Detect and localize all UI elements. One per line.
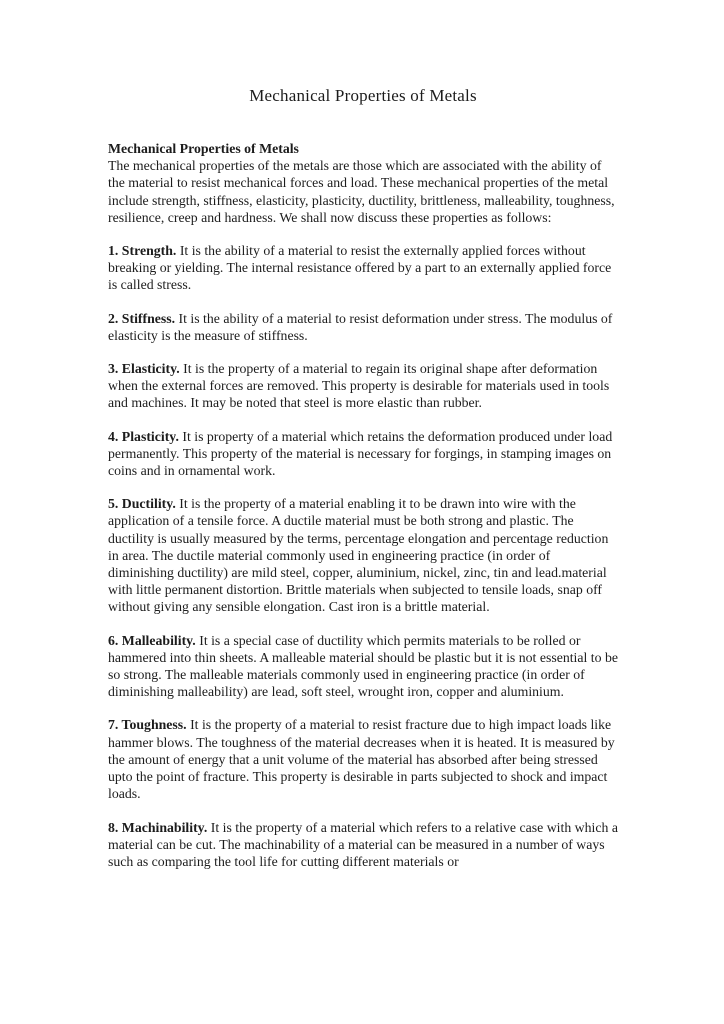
property-label: 2. Stiffness. bbox=[108, 310, 176, 326]
page-title: Mechanical Properties of Metals bbox=[249, 86, 477, 105]
property-label: 4. Plasticity. bbox=[108, 428, 179, 444]
property-text: It is property of a material which retains the deformation produced under load permanently. This property of the material is necessary for forgings, in stamping images on coins and in ornamental work. bbox=[108, 428, 613, 479]
property-label: 1. Strength. bbox=[108, 243, 177, 259]
property-text: It is the property of a material to resist fracture due to high impact loads like hammer blows. The toughness of the material decreases when it is heated. It is measured by the amount of energy that a unit volume of the material has absorbed after being stressed upto the point of fracture. This property is desirable in parts subjected to shock and impact loads. bbox=[108, 717, 615, 802]
intro-text: The mechanical properties of the metals are those which are associated with the ability of the material to resist mechanical forces and load. These mechanical properties of the metal include strength, stiffness, elasticity, plasticity, ductility, brittleness, malleability, toughness, resilience, creep and hardness. We shall now discuss these properties as follows: bbox=[108, 158, 615, 225]
property-paragraph bbox=[108, 716, 618, 802]
property-label: 5. Ductility. bbox=[108, 496, 176, 512]
property-text: It is a special case of ductility which permits materials to be rolled or hammered into thin sheets. A malleable material should be plastic but it is not essential to be so strong. The malleable materials commonly used in engineering practice (in order of diminishing malleability) are lead, soft steel, wrought iron, copper and aluminium. bbox=[108, 632, 618, 700]
property-paragraph bbox=[108, 632, 618, 701]
intro-heading: Mechanical Properties of Metals bbox=[108, 141, 299, 156]
property-paragraph bbox=[108, 819, 618, 871]
property-paragraph bbox=[108, 360, 618, 412]
property-paragraph bbox=[108, 242, 618, 294]
property-label: 7. Toughness. bbox=[108, 717, 187, 733]
property-text: It is the property of a material enabling it to be drawn into wire with the application of a tensile force. A ductile material must be both strong and plastic. The ductility is usually measured by the terms, percentage elongation and percentage reduction in area. The ductile material commonly used in engineering practice (in order of diminishing ductility) are mild steel, copper, aluminium, nickel, zinc, tin and lead.material with little permanent distortion. Brittle materials when subjected to tensile loads, snap off without giving any sensible elongation. Cast iron is a brittle material. bbox=[108, 496, 609, 615]
property-text: It is the ability of a material to resist deformation under stress. The modulus of elasticity is the measure of stiffness. bbox=[108, 310, 613, 343]
property-text: It is the property of a material to regain its original shape after deformation when the external forces are removed. This property is desirable for materials used in tools and machines. It may be noted that steel is more elastic than rubber. bbox=[108, 361, 610, 411]
property-paragraph bbox=[108, 495, 618, 615]
intro-paragraph bbox=[108, 140, 618, 226]
property-text: It is the ability of a material to resist the externally applied forces without breaking or yielding. The internal resistance offered by a part to an externally applied force is called stress. bbox=[108, 243, 612, 293]
property-text: It is the property of a material which refers to a relative case with which a material can be cut. The machinability of a material can be measured in a number of ways such as comparing the tool life for cutting different materials or bbox=[108, 819, 618, 869]
properties-list bbox=[108, 242, 618, 870]
property-label: 3. Elasticity. bbox=[108, 361, 180, 377]
property-label: 8. Machinability. bbox=[108, 819, 208, 835]
property-paragraph bbox=[108, 310, 618, 344]
property-label: 6. Malleability. bbox=[108, 632, 196, 648]
property-paragraph bbox=[108, 428, 618, 480]
